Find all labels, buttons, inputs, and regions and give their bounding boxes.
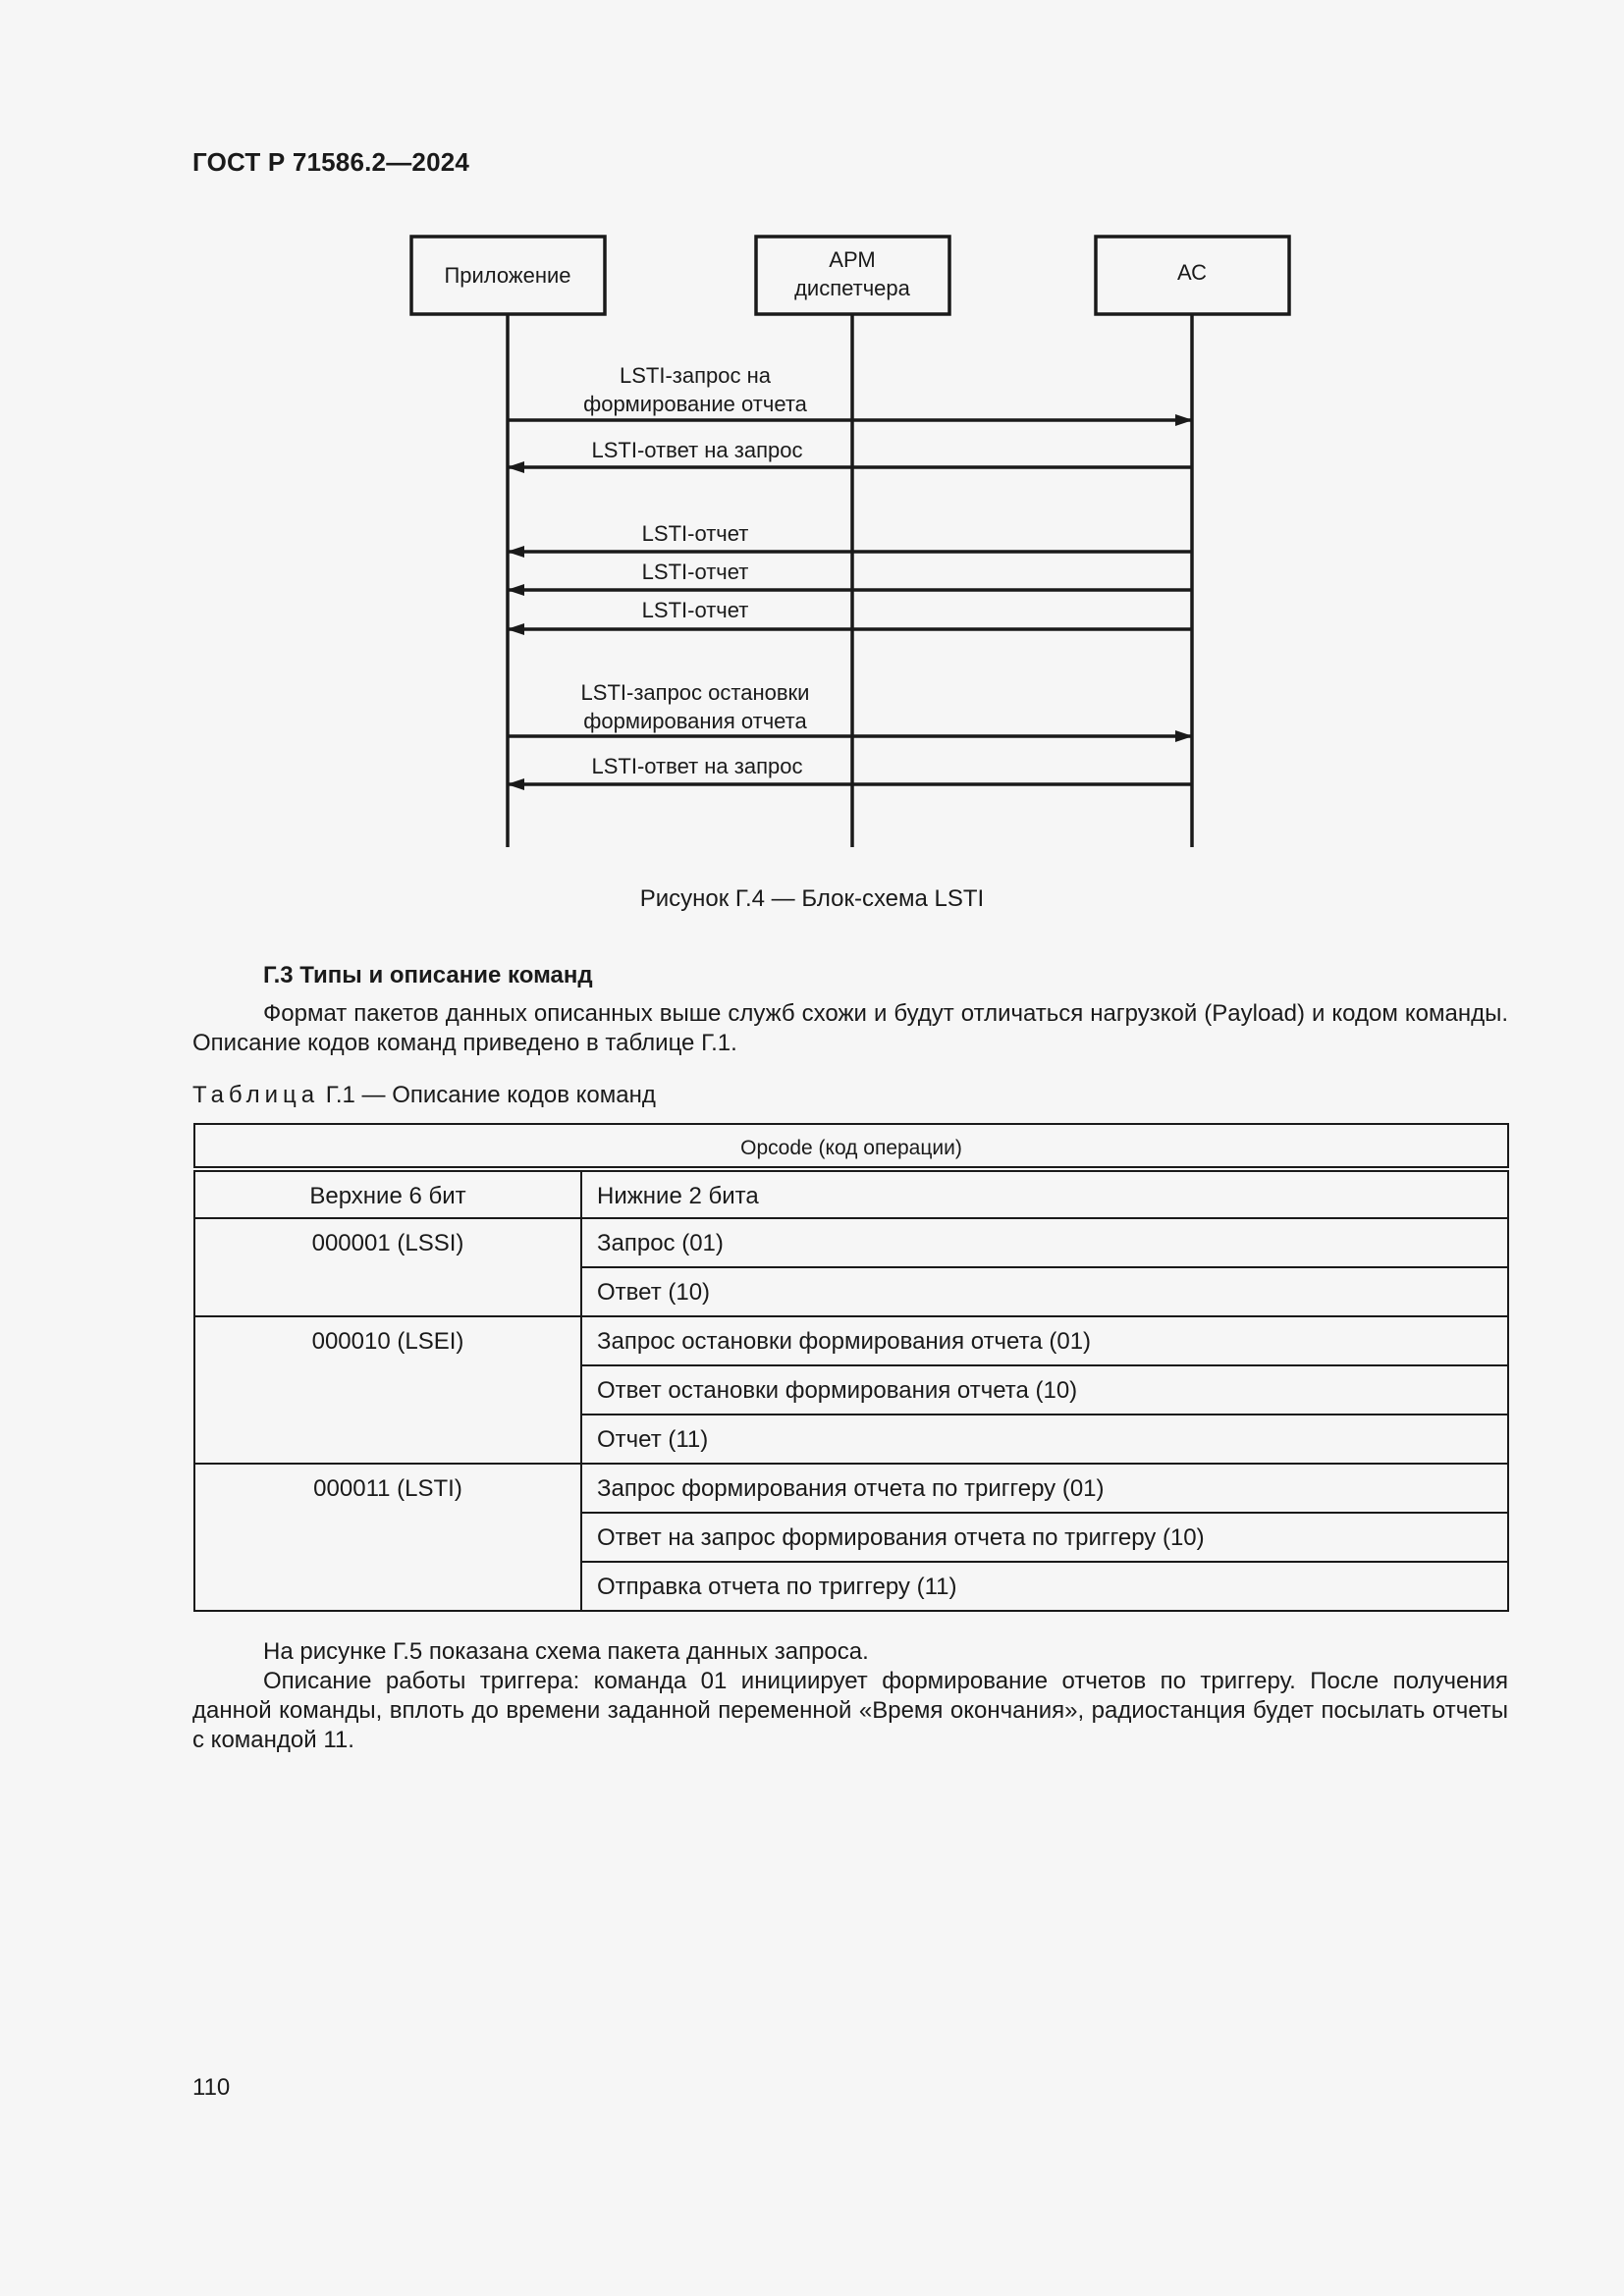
- paragraph-trigger-description: Описание работы триггера: команда 01 инициирует формирование отчетов по триггеру. После получения данной команды, вплоть до времени заданной переменной «Время окончания», радиостанция будет посылать отчеты с командой 11.: [192, 1668, 1508, 1753]
- table-caption-prefix: Таблица: [192, 1082, 320, 1108]
- table-cell-lower: Запрос формирования отчета по триггеру (01): [581, 1464, 1508, 1513]
- message-4-label: LSTI-отчет: [641, 560, 749, 584]
- opcode-table: [193, 1123, 1509, 1612]
- table-caption-title: Г.1 — Описание кодов команд: [319, 1082, 656, 1108]
- table-caption: [192, 1082, 656, 1109]
- table-cell-lower: Запрос остановки формирования отчета (01): [581, 1316, 1508, 1365]
- page-number: 110: [192, 2074, 231, 2101]
- column-header-lower-bits: Нижние 2 бита: [581, 1169, 1508, 1218]
- message-6-label-line1: LSTI-запрос остановки: [580, 680, 810, 705]
- participant-as-label: АС: [1176, 260, 1208, 285]
- message-1-label-line2: формирование отчета: [583, 392, 807, 416]
- table-cell-lower: Ответ на запрос формирования отчета по триггеру (10): [581, 1513, 1508, 1562]
- participant-arm-label-line2: диспетчера: [794, 276, 910, 300]
- paragraph-payload-format: Формат пакетов данных описанных выше служб схожи и будут отличаться нагрузкой (Payload) и кодом команды. Описание кодов команд приведено в таблице Г.1.: [192, 1000, 1508, 1056]
- section-heading: Г.3 Типы и описание команд: [263, 962, 593, 988]
- message-7-label: LSTI-ответ на запрос: [591, 754, 803, 778]
- table-cell-lower: Отчет (11): [581, 1415, 1508, 1464]
- message-5-label: LSTI-отчет: [641, 598, 749, 622]
- participant-app-label: Приложение: [444, 263, 571, 288]
- lsti-sequence-diagram: [0, 0, 1624, 883]
- message-1-label-line1: LSTI-запрос на: [620, 363, 771, 388]
- table-cell-upper-lssi: 000001 (LSSI): [194, 1218, 581, 1316]
- figure-caption: Рисунок Г.4 — Блок-схема LSTI: [639, 885, 985, 912]
- table-cell-upper-lsei: 000010 (LSEI): [194, 1316, 581, 1464]
- table-cell-upper-lsti: 000011 (LSTI): [194, 1464, 581, 1611]
- table-cell-lower: Отправка отчета по триггеру (11): [581, 1562, 1508, 1611]
- table-cell-lower: Ответ (10): [581, 1267, 1508, 1316]
- paragraph-figure-reference: На рисунке Г.5 показана схема пакета данных запроса.: [263, 1638, 869, 1665]
- table-header-opcode: Opcode (код операции): [194, 1124, 1508, 1169]
- table-cell-lower: Ответ остановки формирования отчета (10): [581, 1365, 1508, 1415]
- participant-arm-label-line1: АРМ: [829, 247, 876, 272]
- message-2-label: LSTI-ответ на запрос: [591, 438, 803, 462]
- column-header-upper-bits: Верхние 6 бит: [194, 1169, 581, 1218]
- message-6-label-line2: формирования отчета: [583, 709, 807, 733]
- document-header: ГОСТ Р 71586.2—2024: [192, 147, 470, 177]
- table-cell-lower: Запрос (01): [581, 1218, 1508, 1267]
- message-3-label: LSTI-отчет: [641, 521, 749, 546]
